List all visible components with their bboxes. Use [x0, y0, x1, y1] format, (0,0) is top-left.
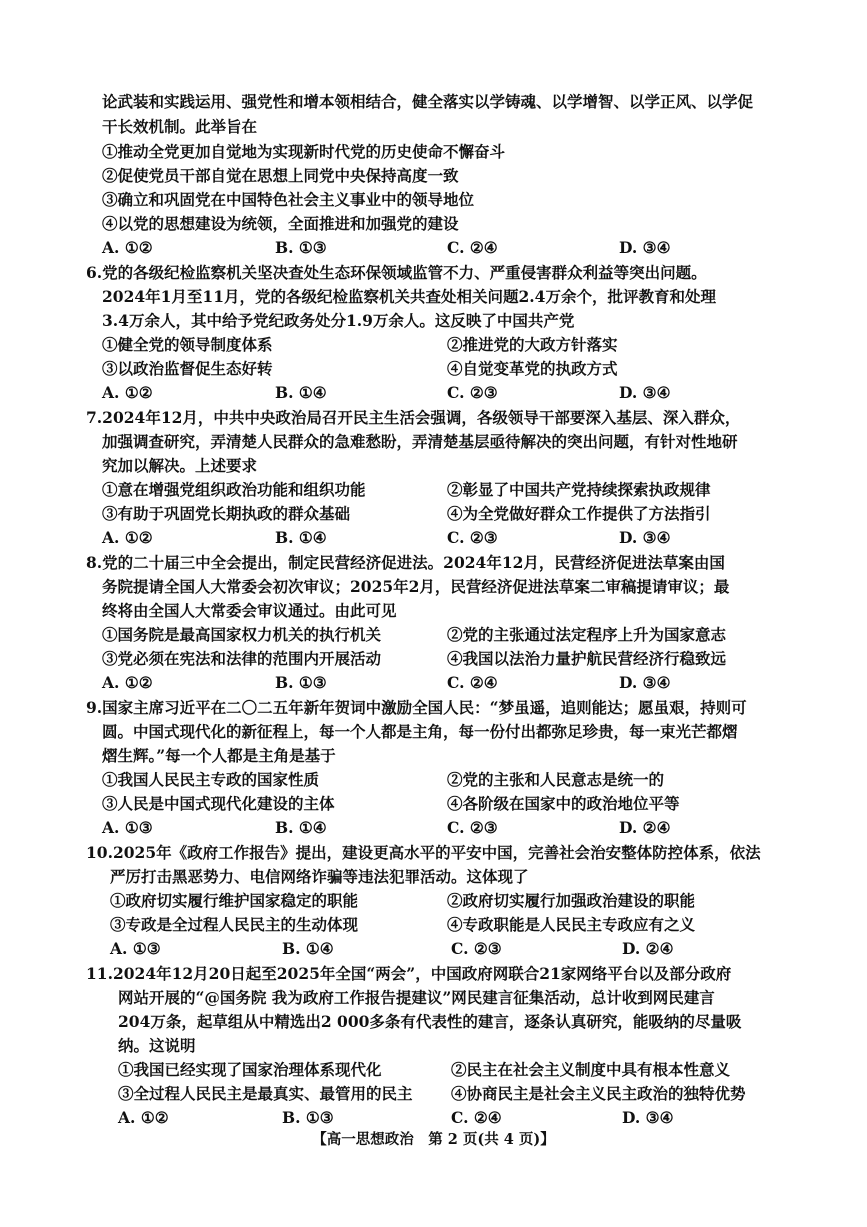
- answer-option: A. ①③: [110, 939, 161, 958]
- choice-item: ②民主在社会主义制度中具有根本性意义: [451, 1060, 731, 1079]
- choice-item: ②推进党的大政方针落实: [447, 335, 618, 354]
- choice-item: ④专政职能是人民民主专政应有之义: [447, 915, 696, 934]
- text-line: 圆。中国式现代化的新征程上，每一个人都是主角，每一份付出都弥足珍贵，每一束光芒都熠: [102, 722, 738, 741]
- choice-item: ④各阶级在国家中的政治地位平等: [447, 794, 680, 813]
- text-line: ③确立和巩固党在中国特色社会主义事业中的领导地位: [102, 190, 475, 209]
- text-line: 网站开展的“@国务院 我为政府工作报告提建议”网民建言征集活动，总计收到网民建言: [118, 988, 715, 1007]
- answer-option: D. ③④: [619, 383, 671, 402]
- answer-option: B. ①④: [275, 383, 327, 402]
- answer-option: A. ①②: [102, 673, 153, 692]
- choice-item: ②党的主张通过法定程序上升为国家意志: [447, 625, 727, 644]
- answer-option: B. ①④: [282, 939, 334, 958]
- answer-option: D. ②④: [619, 818, 671, 837]
- text-line: ①推动全党更加自觉地为实现新时代党的历史使命不懈奋斗: [102, 142, 506, 161]
- choice-item: ③有助于巩固党长期执政的群众基础: [102, 504, 351, 523]
- choice-item: ①政府切实履行维护国家稳定的职能: [110, 891, 359, 910]
- answer-option: A. ①②: [118, 1108, 169, 1127]
- choice-item: ④自觉变革党的执政方式: [447, 359, 618, 378]
- answer-option: A. ①②: [102, 528, 153, 547]
- answer-option: B. ①④: [275, 528, 327, 547]
- answer-option: A. ①②: [102, 238, 153, 257]
- choice-item: ③党必须在宪法和法律的范围内开展活动: [102, 649, 382, 668]
- text-line: 干长效机制。此举旨在: [102, 117, 258, 136]
- choice-item: ④协商民主是社会主义民主政治的独特优势: [451, 1084, 746, 1103]
- answer-option: B. ①③: [275, 238, 327, 257]
- text-line: ④以党的思想建设为统领，全面推进和加强党的建设: [102, 214, 459, 233]
- choice-item: ②政府切实履行加强政治建设的职能: [447, 891, 696, 910]
- answer-option: C. ②③: [447, 528, 498, 547]
- answer-option: D. ②④: [622, 939, 674, 958]
- answer-option: C. ②④: [451, 1108, 502, 1127]
- text-line: 熠生辉。”每一个人都是主角是基于: [102, 746, 336, 765]
- text-line: 论武装和实践运用、强党性和增本领相结合，健全落实以学铸魂、以学增智、以学正风、以学促: [102, 92, 754, 111]
- answer-option: C. ②③: [451, 939, 502, 958]
- answer-option: B. ①④: [275, 818, 327, 837]
- text-line: 加强调查研究，弄清楚人民群众的急难愁盼，弄清楚基层亟待解决的突出问题，有针对性地研: [102, 432, 738, 451]
- text-line: 204万条，起草组从中精选出2 000多条有代表性的建言，逐条认真研究，能吸纳的尽量吸: [118, 1012, 742, 1031]
- choice-item: ③全过程人民民主是最真实、最管用的民主: [118, 1084, 413, 1103]
- question-7: 7.2024年12月，中共中央政治局召开民主生活会强调，各级领导干部要深入基层、深入群众，: [86, 408, 741, 427]
- text-line: 2024年1月至11月，党的各级纪检监察机关共查处相关问题2.4万余个，批评教育和处理: [102, 287, 716, 306]
- question-8: 8.党的二十届三中全会提出，制定民营经济促进法。2024年12月，民营经济促进法草案由国: [86, 553, 725, 572]
- choice-item: ②彰显了中国共产党持续探索执政规律: [447, 480, 711, 499]
- choice-item: ①我国人民民主专政的国家性质: [102, 770, 320, 789]
- choice-item: ③人民是中国式现代化建设的主体: [102, 794, 335, 813]
- question-11: 11.2024年12月20日起至2025年全国“两会”，中国政府网联合21家网络平台以及部分政府: [86, 964, 732, 983]
- question-10: 10.2025年《政府工作报告》提出，建设更高水平的平安中国，完善社会治安整体防控体系，依法: [86, 843, 761, 862]
- choice-item: ④我国以法治力量护航民营经济行稳致远: [447, 649, 727, 668]
- answer-option: D. ③④: [622, 1108, 674, 1127]
- choice-item: ③以政治监督促生态好转: [102, 359, 273, 378]
- choice-item: ①意在增强党组织政治功能和组织功能: [102, 480, 366, 499]
- text-line: 严厉打击黑恶势力、电信网络诈骗等违法犯罪活动。这体现了: [110, 867, 529, 886]
- page-footer: 【高一思想政治 第 2 页(共 4 页)】: [312, 1131, 555, 1148]
- answer-option: D. ③④: [619, 528, 671, 547]
- text-line: 究加以解决。上述要求: [102, 456, 258, 475]
- choice-item: ③专政是全过程人民民主的生动体现: [110, 915, 359, 934]
- answer-option: A. ①③: [102, 818, 153, 837]
- answer-option: B. ①③: [275, 673, 327, 692]
- text-line: 纳。这说明: [118, 1036, 196, 1055]
- question-6: 6.党的各级纪检监察机关坚决查处生态环保领域监管不力、严重侵害群众利益等突出问题。: [86, 263, 707, 282]
- text-line: ②促使党员干部自觉在思想上同党中央保持高度一致: [102, 166, 459, 185]
- answer-option: D. ③④: [619, 238, 671, 257]
- choice-item: ④为全党做好群众工作提供了方法指引: [447, 504, 711, 523]
- text-line: 终将由全国人大常委会审议通过。由此可见: [102, 601, 397, 620]
- choice-item: ①健全党的领导制度体系: [102, 335, 273, 354]
- answer-option: D. ③④: [619, 673, 671, 692]
- question-9: 9.国家主席习近平在二〇二五年新年贺词中激励全国人民：“梦虽遥，追则能达；愿虽艰，持则可: [86, 698, 747, 717]
- text-line: 务院提请全国人大常委会初次审议；2025年2月，民营经济促进法草案二审稿提请审议；最: [102, 577, 730, 596]
- text-line: 3.4万余人，其中给予党纪政务处分1.9万余人。这反映了中国共产党: [102, 311, 575, 330]
- answer-option: C. ②③: [447, 818, 498, 837]
- answer-option: A. ①②: [102, 383, 153, 402]
- answer-option: B. ①③: [282, 1108, 334, 1127]
- choice-item: ①我国已经实现了国家治理体系现代化: [118, 1060, 382, 1079]
- answer-option: C. ②③: [447, 383, 498, 402]
- answer-option: C. ②④: [447, 238, 498, 257]
- choice-item: ①国务院是最高国家权力机关的执行机关: [102, 625, 382, 644]
- answer-option: C. ②④: [447, 673, 498, 692]
- choice-item: ②党的主张和人民意志是统一的: [447, 770, 665, 789]
